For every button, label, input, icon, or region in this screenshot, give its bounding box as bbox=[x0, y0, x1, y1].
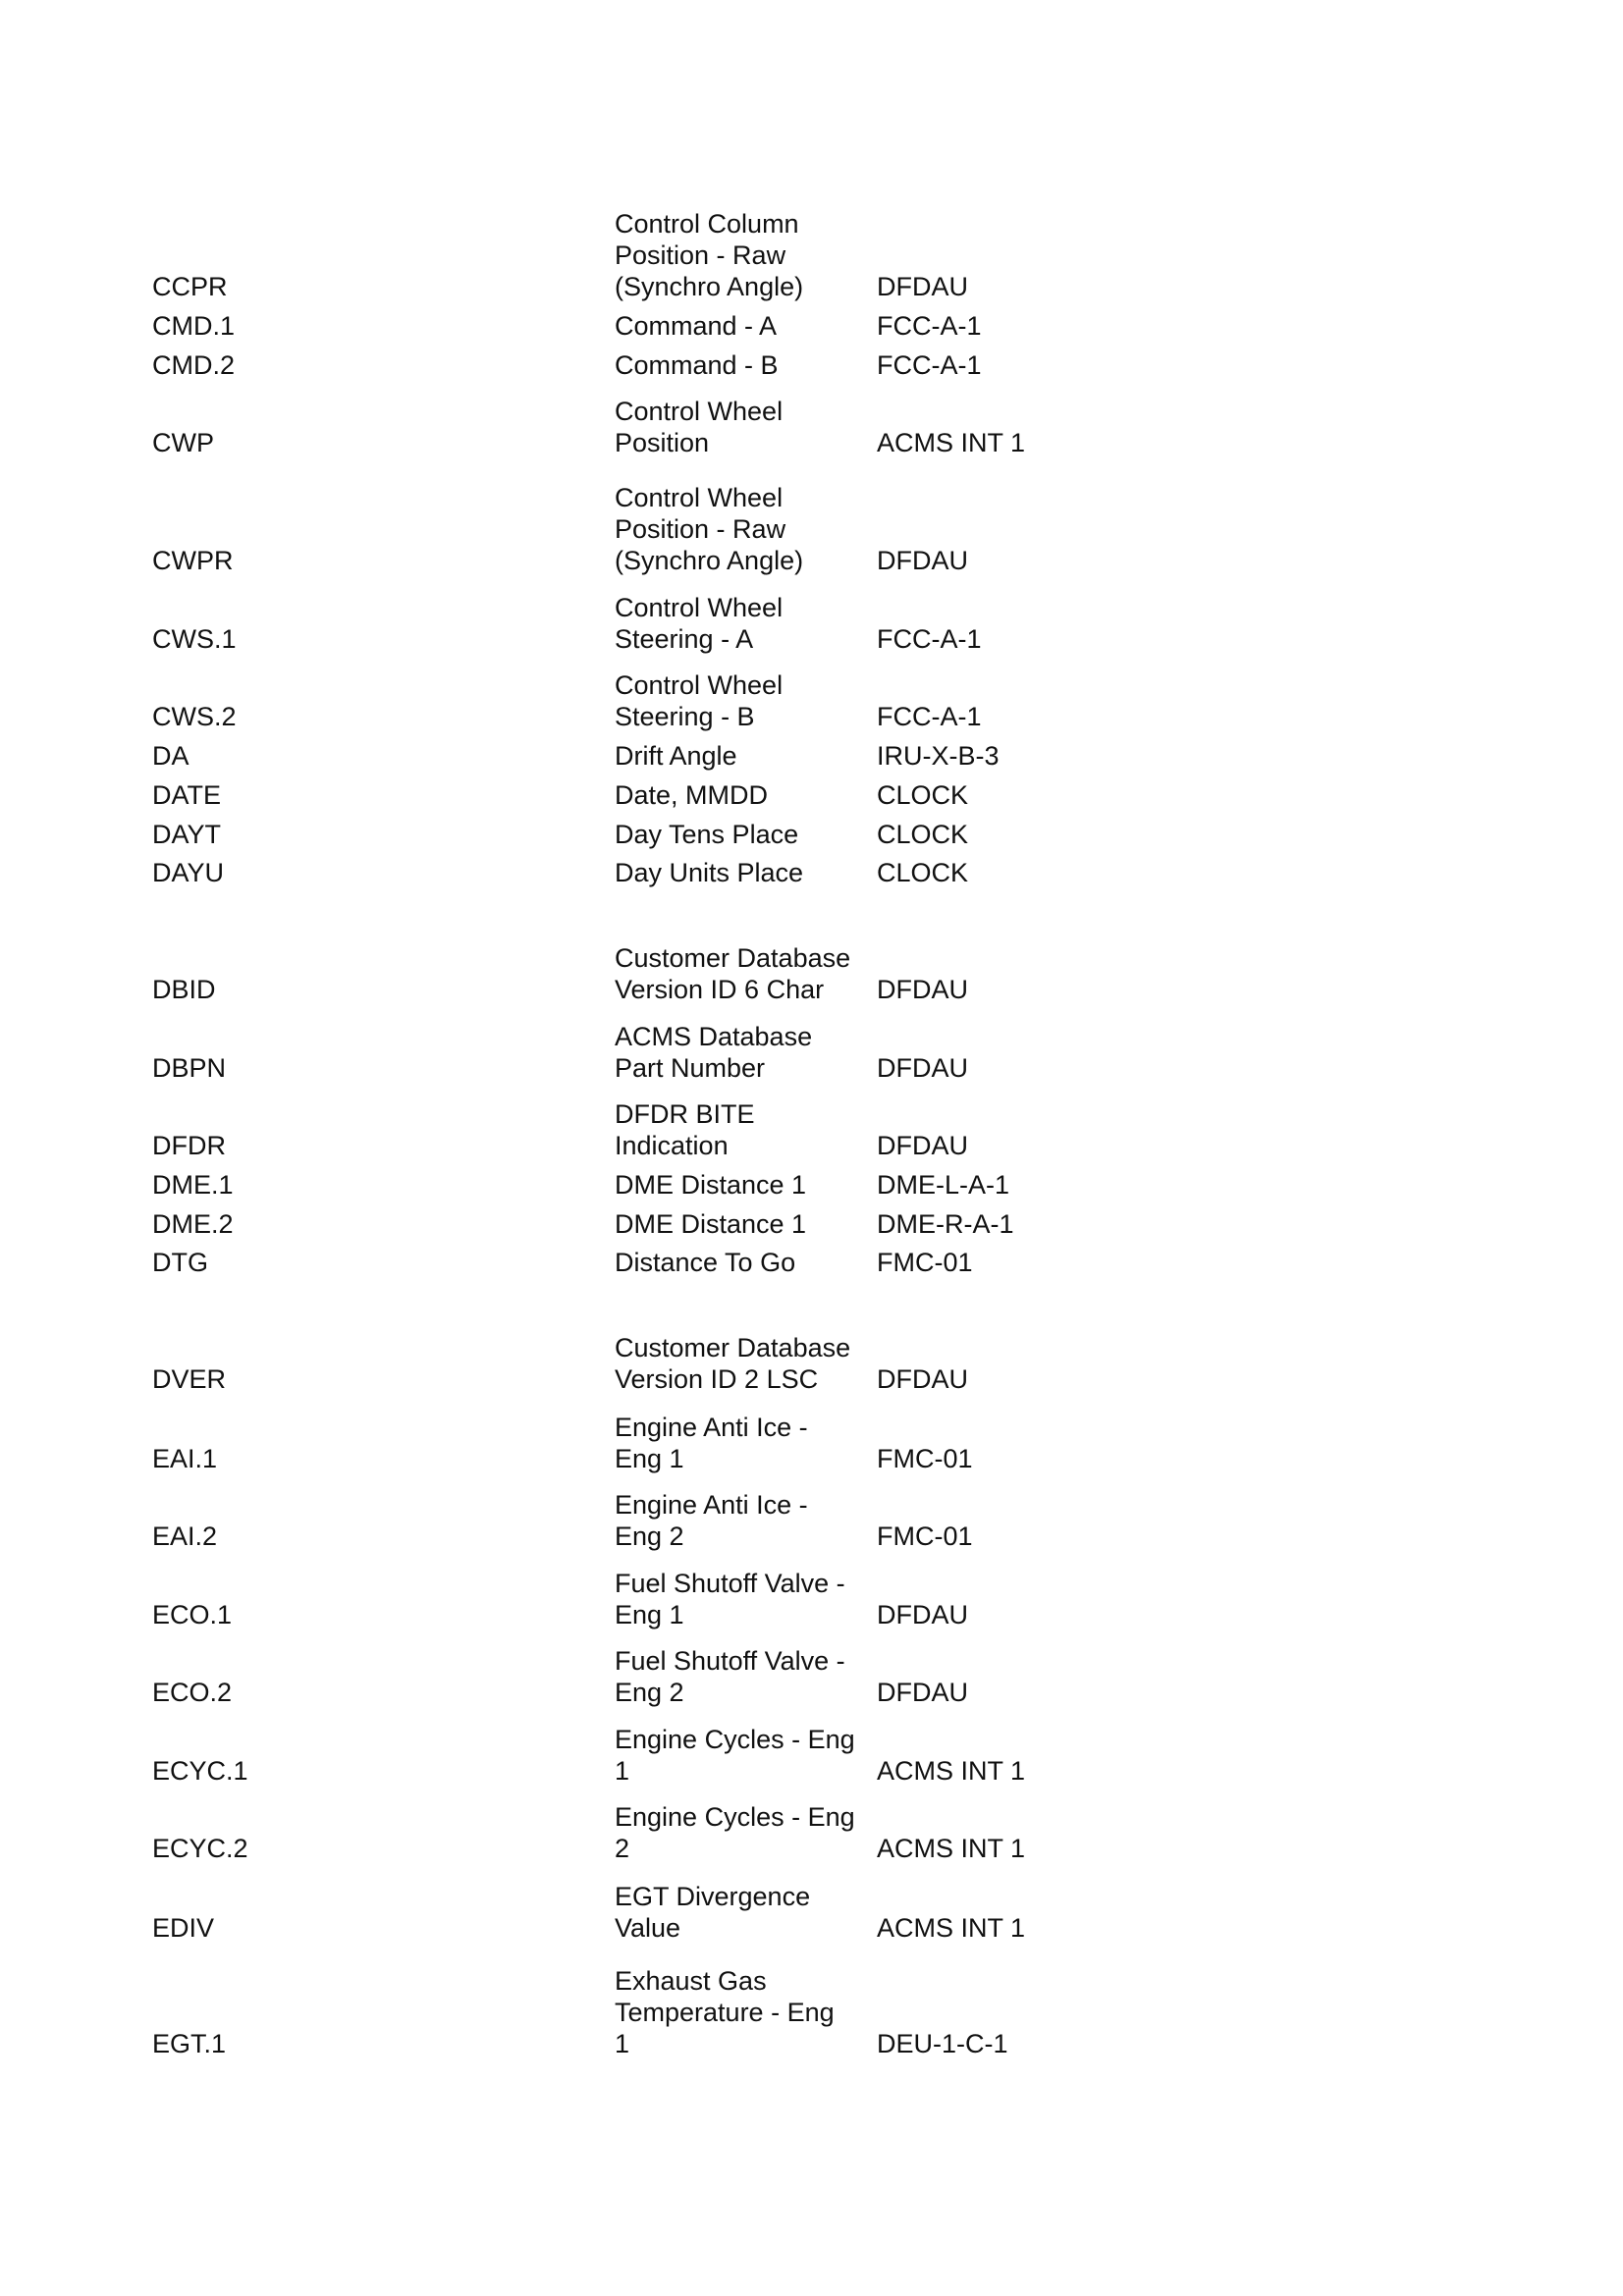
source-cell: FCC-A-1 bbox=[877, 350, 982, 380]
description-cell: Date, MMDD bbox=[615, 780, 769, 810]
mnemonic-cell: DVER bbox=[152, 1364, 227, 1394]
mnemonic-cell: EAI.2 bbox=[152, 1522, 218, 1551]
mnemonic-cell: CWP bbox=[152, 428, 214, 457]
description-cell: EGT Divergence Value bbox=[615, 1882, 811, 1943]
mnemonic-cell: DAYT bbox=[152, 820, 222, 849]
source-cell: DFDAU bbox=[877, 272, 968, 301]
mnemonic-cell: CWS.2 bbox=[152, 702, 237, 731]
description-cell: DME Distance 1 bbox=[615, 1209, 807, 1239]
description-cell: Control Wheel Steering - B bbox=[615, 670, 784, 731]
description-cell: Day Tens Place bbox=[615, 820, 799, 849]
description-cell: Drift Angle bbox=[615, 741, 737, 771]
source-cell: DFDAU bbox=[877, 1131, 968, 1160]
description-cell: ACMS Database Part Number bbox=[615, 1022, 813, 1083]
description-cell: DME Distance 1 bbox=[615, 1170, 807, 1200]
mnemonic-cell: DME.1 bbox=[152, 1170, 234, 1200]
source-cell: DFDAU bbox=[877, 1678, 968, 1707]
source-cell: ACMS INT 1 bbox=[877, 1913, 1026, 1943]
mnemonic-cell: DATE bbox=[152, 780, 222, 810]
description-cell: Control Wheel Position bbox=[615, 397, 784, 457]
description-cell: Customer Database Version ID 6 Char bbox=[615, 943, 851, 1004]
source-cell: FMC-01 bbox=[877, 1248, 973, 1277]
source-cell: CLOCK bbox=[877, 820, 969, 849]
source-cell: FCC-A-1 bbox=[877, 311, 982, 341]
description-cell: Engine Anti Ice - Eng 2 bbox=[615, 1490, 808, 1551]
mnemonic-cell: DBID bbox=[152, 975, 216, 1004]
description-cell: Command - A bbox=[615, 311, 778, 341]
source-cell: FCC-A-1 bbox=[877, 702, 982, 731]
source-cell: FMC-01 bbox=[877, 1444, 973, 1473]
mnemonic-cell: ECO.2 bbox=[152, 1678, 233, 1707]
description-cell: Control Wheel Steering - A bbox=[615, 593, 784, 654]
source-cell: DFDAU bbox=[877, 1600, 968, 1629]
mnemonic-cell: DA bbox=[152, 741, 189, 771]
mnemonic-cell: CWPR bbox=[152, 546, 234, 575]
description-cell: Exhaust Gas Temperature - Eng 1 bbox=[615, 1966, 835, 2058]
source-cell: CLOCK bbox=[877, 858, 969, 887]
mnemonic-cell: EGT.1 bbox=[152, 2029, 227, 2058]
source-cell: CLOCK bbox=[877, 780, 969, 810]
description-cell: Control Column Position - Raw (Synchro Angle) bbox=[615, 209, 804, 301]
source-cell: DME-L-A-1 bbox=[877, 1170, 1010, 1200]
description-cell: Fuel Shutoff Valve - Eng 2 bbox=[615, 1646, 845, 1707]
description-cell: Engine Cycles - Eng 2 bbox=[615, 1802, 855, 1863]
source-cell: FCC-A-1 bbox=[877, 624, 982, 654]
mnemonic-cell: ECYC.1 bbox=[152, 1756, 248, 1786]
description-cell: Day Units Place bbox=[615, 858, 804, 887]
source-cell: DME-R-A-1 bbox=[877, 1209, 1014, 1239]
mnemonic-cell: CCPR bbox=[152, 272, 228, 301]
mnemonic-cell: DME.2 bbox=[152, 1209, 234, 1239]
source-cell: FMC-01 bbox=[877, 1522, 973, 1551]
source-cell: DFDAU bbox=[877, 1364, 968, 1394]
mnemonic-cell: EDIV bbox=[152, 1913, 215, 1943]
description-cell: Command - B bbox=[615, 350, 779, 380]
mnemonic-cell: EAI.1 bbox=[152, 1444, 218, 1473]
source-cell: DFDAU bbox=[877, 975, 968, 1004]
description-cell: Engine Anti Ice - Eng 1 bbox=[615, 1413, 808, 1473]
description-cell: DFDR BITE Indication bbox=[615, 1099, 755, 1160]
mnemonic-cell: DFDR bbox=[152, 1131, 226, 1160]
mnemonic-cell: DTG bbox=[152, 1248, 208, 1277]
source-cell: ACMS INT 1 bbox=[877, 428, 1026, 457]
description-cell: Customer Database Version ID 2 LSC bbox=[615, 1333, 851, 1394]
description-cell: Control Wheel Position - Raw (Synchro Angle) bbox=[615, 483, 804, 575]
mnemonic-cell: ECO.1 bbox=[152, 1600, 233, 1629]
mnemonic-cell: DBPN bbox=[152, 1053, 227, 1083]
source-cell: IRU-X-B-3 bbox=[877, 741, 1000, 771]
mnemonic-cell: CMD.1 bbox=[152, 311, 236, 341]
source-cell: DFDAU bbox=[877, 1053, 968, 1083]
mnemonic-cell: ECYC.2 bbox=[152, 1834, 248, 1863]
description-cell: Engine Cycles - Eng 1 bbox=[615, 1725, 855, 1786]
description-cell: Distance To Go bbox=[615, 1248, 796, 1277]
source-cell: DEU-1-C-1 bbox=[877, 2029, 1008, 2058]
description-cell: Fuel Shutoff Valve - Eng 1 bbox=[615, 1569, 845, 1629]
source-cell: ACMS INT 1 bbox=[877, 1756, 1026, 1786]
mnemonic-cell: DAYU bbox=[152, 858, 225, 887]
mnemonic-cell: CWS.1 bbox=[152, 624, 237, 654]
source-cell: ACMS INT 1 bbox=[877, 1834, 1026, 1863]
source-cell: DFDAU bbox=[877, 546, 968, 575]
mnemonic-cell: CMD.2 bbox=[152, 350, 236, 380]
